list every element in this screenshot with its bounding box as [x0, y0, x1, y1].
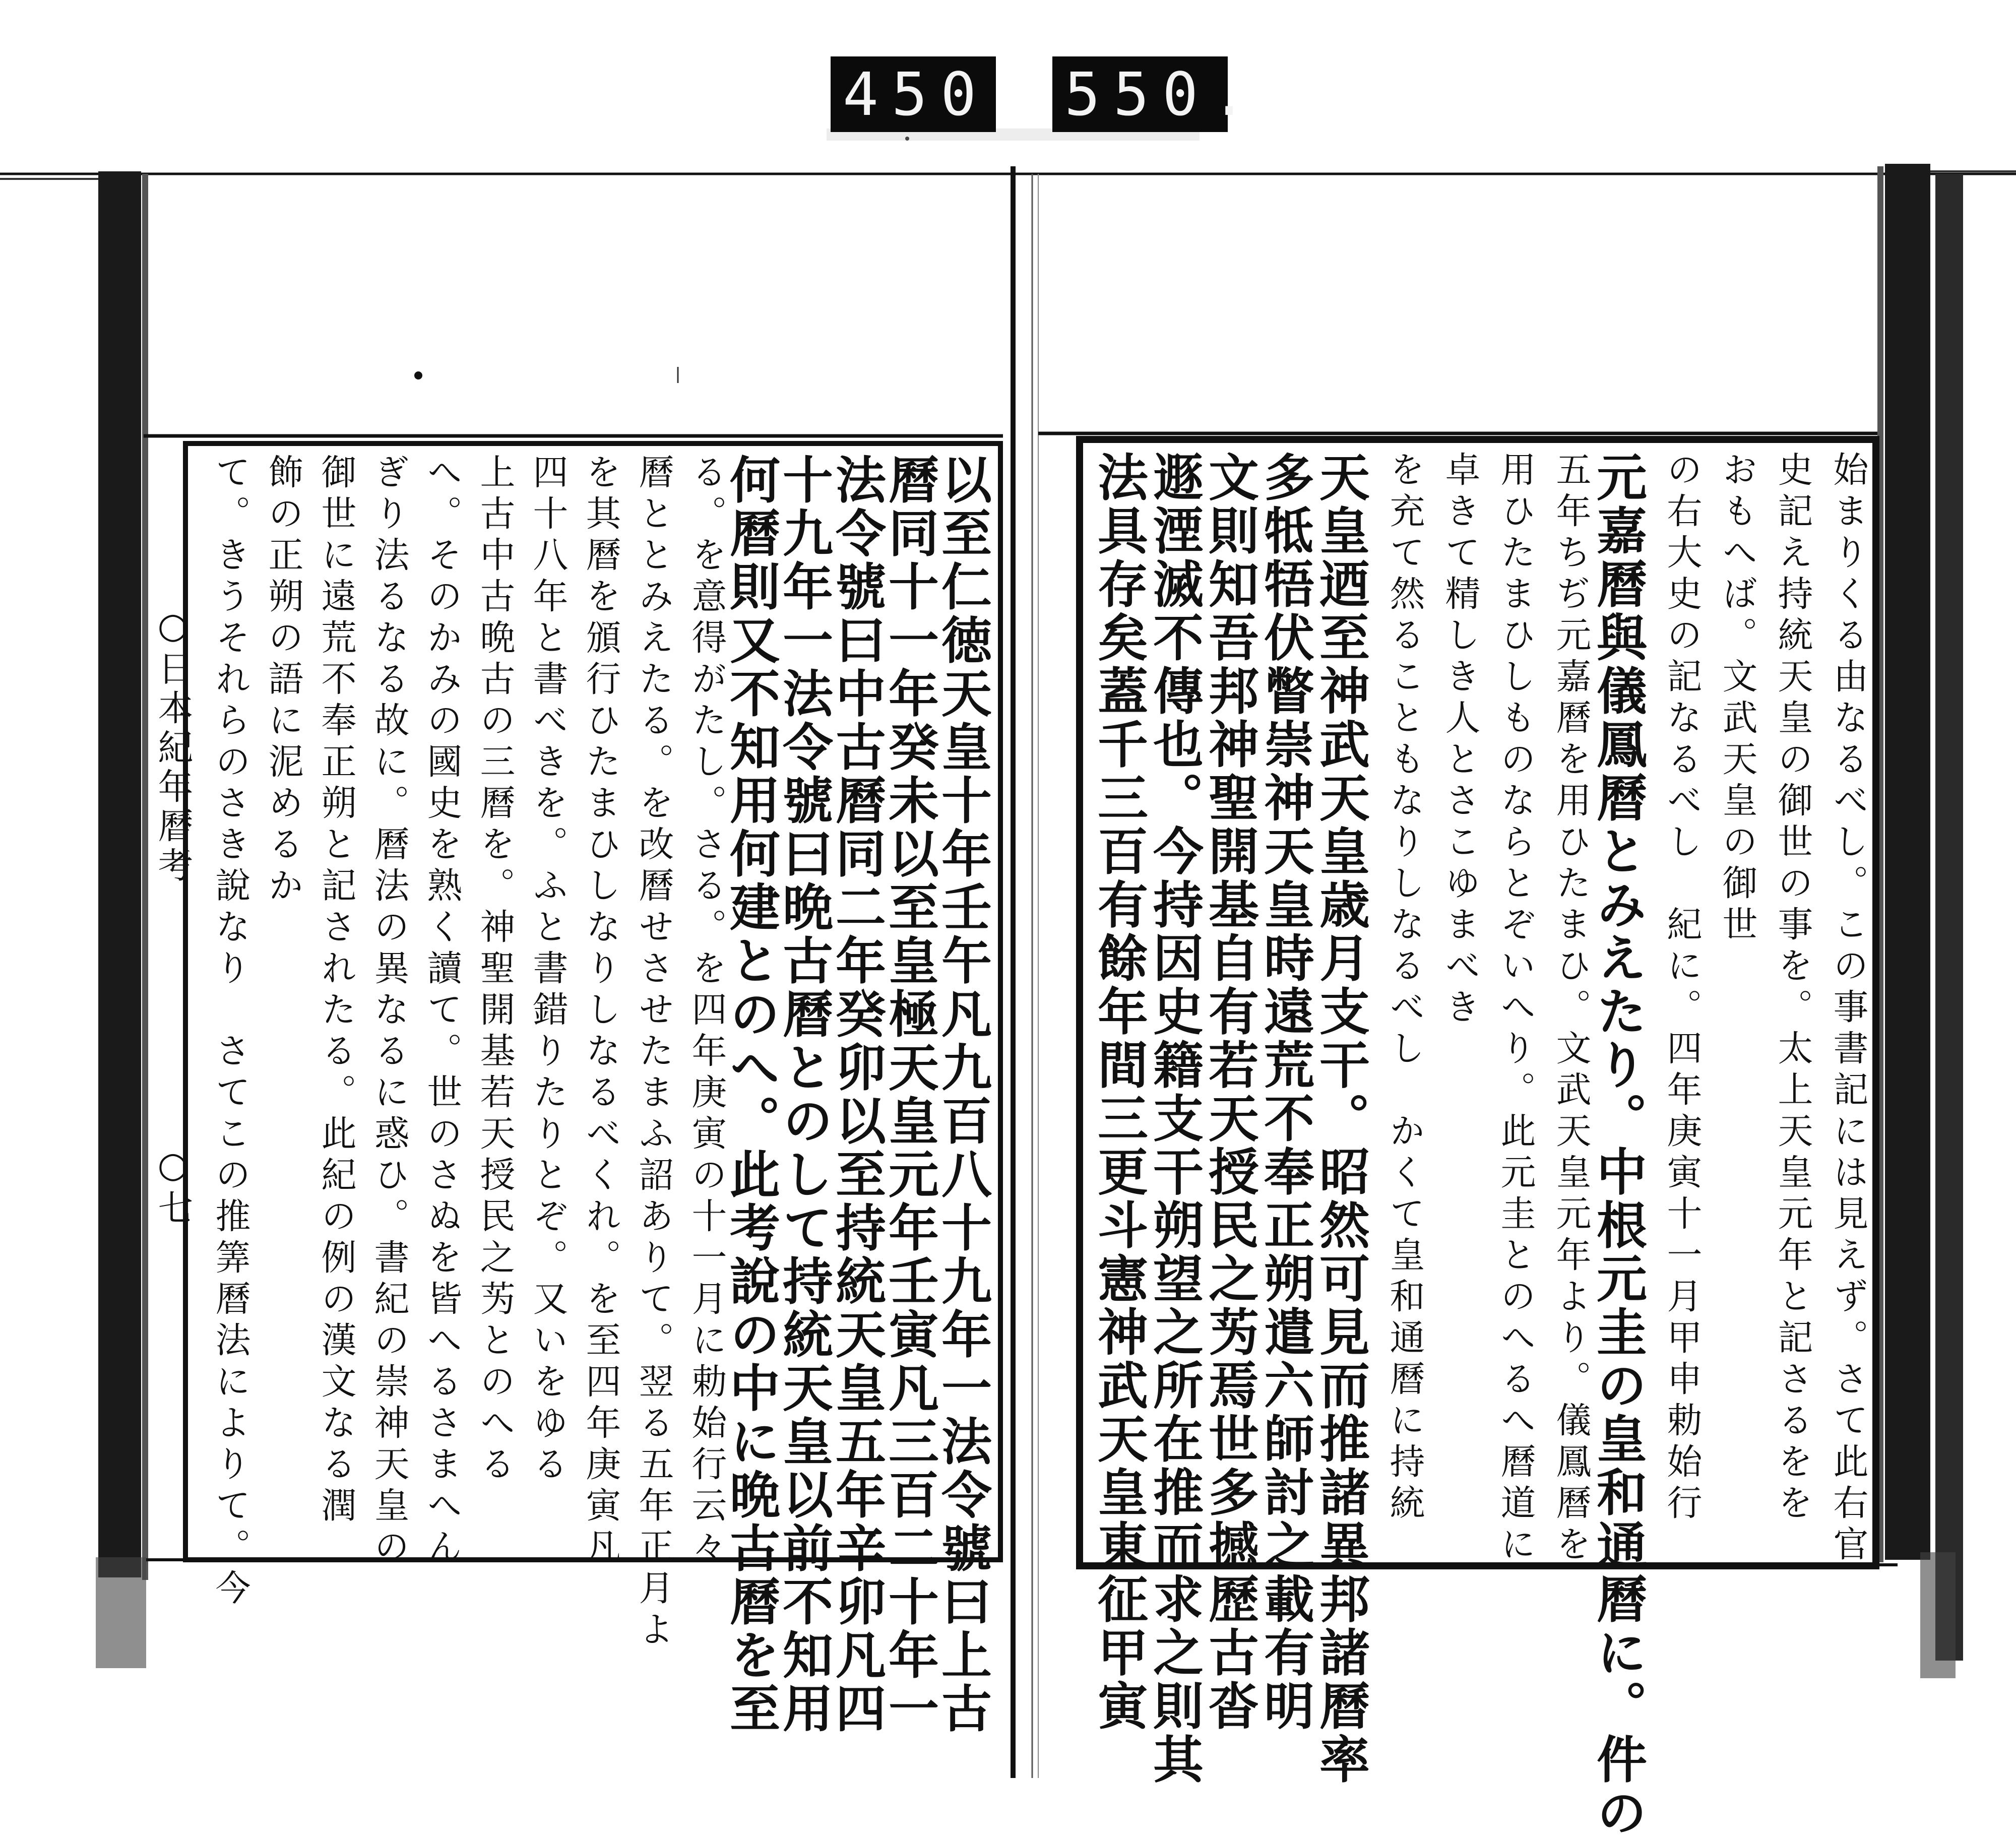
text-column: る。を意得がたし。さる。を四年庚寅の十一月に勅始行云々 — [686, 454, 727, 1569]
text-column: 法具存矣蓋千三百有餘年間三更斗憲神武天皇東征甲寅 — [1089, 451, 1149, 1733]
text-column: 卓きて精しき人とさこゆまべき — [1439, 451, 1481, 1030]
text-column: 飾の正朔の語に泥めるか — [263, 454, 304, 908]
text-column: 以至仁徳天皇十年壬午凡九百八十九年一法令號曰上古 — [933, 454, 992, 1736]
text-column: 遯湮滅不傳也。今持因史籍支干朔望之所在推而求之則其 — [1145, 451, 1204, 1787]
text-column: を充て然ることもなりしなるべし かくて皇和通曆に持統 — [1384, 451, 1425, 1526]
text-column: 曆ととみえたる。を改曆せさせたまふ詔ありて。翌る五年正月よ — [633, 454, 674, 1652]
text-column: の右大史の記なるべし 紀に。四年庚寅十一月甲申勅始行 — [1661, 451, 1703, 1526]
text-column: 多牴牾伏瞥崇神天皇時遠荒不奉正朔遣六師討之載有明 — [1255, 451, 1315, 1733]
page-number-label-right: 550. — [1052, 56, 1228, 132]
text-column: 十九年一法令號曰晩古曆とのして持統天皇以前不知用 — [774, 454, 834, 1736]
text-column: 何曆則又不知用何建とのへ。此考說の中に晩古曆を至 — [721, 454, 781, 1736]
text-column: ぎり法るなる故に。曆法の異なるに惑ひ。書紀の崇神天皇の — [368, 454, 410, 1569]
text-column: 五年ちぢ元嘉曆を用ひたまひ。文武天皇元年より。儀鳳曆を — [1550, 451, 1592, 1567]
text-column: へ。そのかみの國史を熟く讀て。世のさぬを皆へるさまへん — [421, 454, 463, 1569]
text-column: おもへば。文武天皇の御世 — [1717, 451, 1758, 947]
text-column: 四十八年と書べきを。ふと書錯りたりとぞ。又いをゆる — [527, 454, 569, 1487]
text-column: 御世に遠荒不奉正朔と記されたる。此紀の例の漢文なる潤 — [316, 454, 357, 1528]
text-column: を其曆を頒行ひたまひしなりしなるべくれ。を至四年庚寅凡 — [580, 454, 621, 1569]
page-folio: ○七 — [152, 1144, 194, 1229]
text-column: 文則知吾邦神聖開基自有若天授民之𫇭焉世多撼歷古沓 — [1200, 451, 1259, 1733]
text-column: 法令號曰中古曆同二年癸卯以至持統天皇五年辛卯凡四 — [827, 454, 887, 1736]
text-column: 上古中古晩古の三曆を。神聖開基若天授民之𫇭とのへる — [474, 454, 516, 1487]
page-number-label-left: 450 — [831, 56, 996, 132]
text-column: 曆同十一年癸未以至皇極天皇元年壬寅凡三百二十年一 — [880, 454, 939, 1736]
text-column: 史記え持統天皇の御世の事を。太上天皇元年と記さるをを — [1772, 451, 1813, 1526]
text-column: 始まりくる由なるべし。この事書記には見えず。さて此右官 — [1828, 451, 1869, 1567]
text-column: 元嘉曆與儀鳳曆とみえたり。中根元圭の皇和通曆に。件の — [1588, 451, 1648, 1840]
text-column: て。きうそれらのさき說なり さてこの推筭曆法によりて。今 — [210, 454, 251, 1611]
text-column: 用ひたまひしものならとぞいへり。此元圭とのへるへ曆道に — [1495, 451, 1536, 1567]
text-column: 天皇迺至神武天皇歳月支干。昭然可見而推諸異邦諸曆率 — [1311, 451, 1370, 1787]
book-title-header: ○日本紀年曆考 — [152, 605, 194, 886]
